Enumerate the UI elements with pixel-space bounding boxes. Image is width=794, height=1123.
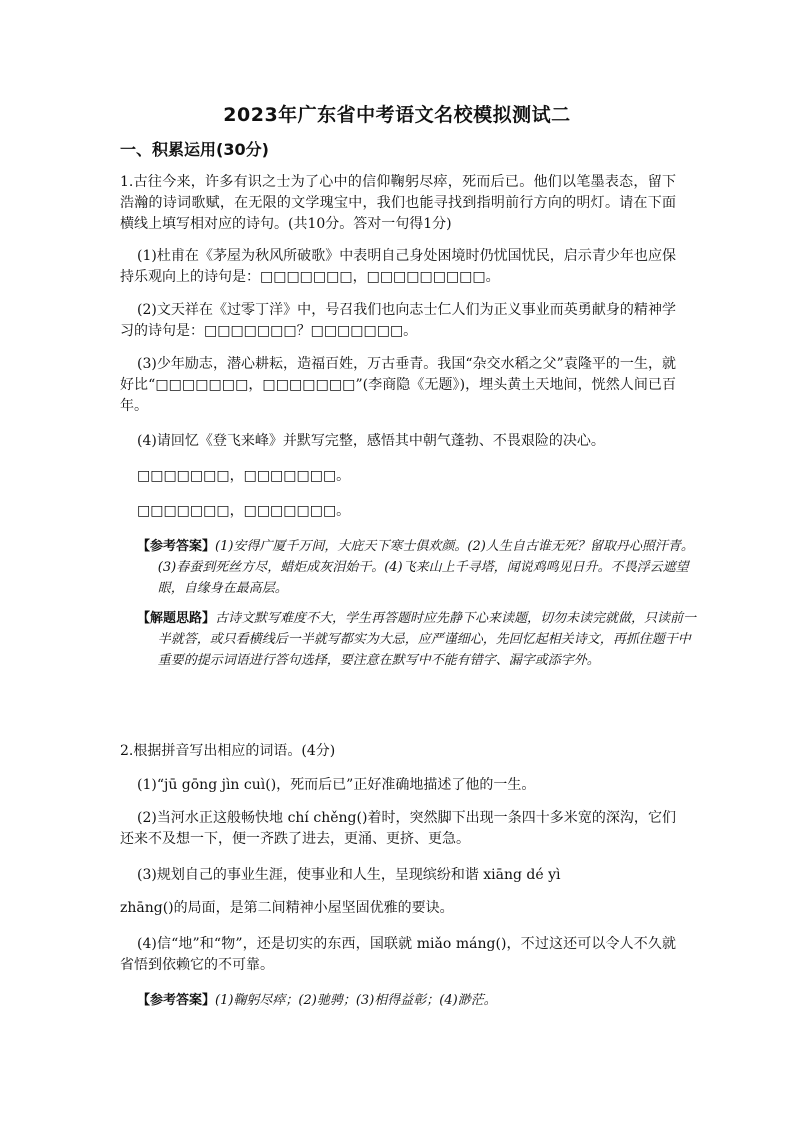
answer-block-1	[137, 536, 698, 599]
question-2-sub-4: (4)信“地”和“物”，还是切实的东西，国联就 miǎo máng()，不过这还可以令人不久就省悟到依赖它的不可靠。	[120, 936, 676, 973]
blank-line-1: □□□□□□□，□□□□□□□。	[137, 468, 351, 484]
analysis-text: 古诗文默写难度不大，学生再答题时应先静下心来读题，切勿未读完就做，只读前一半就答，或只看横线后一半就写都实为大忌，应严谨细心，先回忆起相关诗文，再抓住题干中重要的提示词语进行答句选择，要注意在默写中不能有错字、漏字或添字外。	[157, 611, 697, 668]
question-1-sub-1: (1)杜甫在《茅屋为秋风所破歌》中表明自己身处困境时仍忧国忧民，启示青少年也应保持乐观向上的诗句是：□□□□□□□，□□□□□□□□□。	[120, 248, 676, 285]
question-2-sub-2: (2)当河水正这般畅快地 chí chěng()着时，突然脚下出现一条四十多米宽的深沟，它们还来不及想一下，便一齐跌了进去，更涌、更挤、更急。	[120, 810, 676, 847]
question-1-sub-4: (4)请回忆《登飞来峰》并默写完整，感悟其中朝气蓬勃、不畏艰险的决心。	[137, 433, 605, 449]
answer-text: (1)鞠躬尽瘁；(2)驰骋；(3)相得益彰；(4)渺茫。	[215, 993, 497, 1008]
question-2-sub-3a: (3)规划自己的事业生涯，使事业和人生，呈现缤纷和谐 xiāng dé yì	[137, 867, 561, 883]
page-title: 2023年广东省中考语文名校模拟测试二	[223, 104, 571, 126]
section-heading: 一、积累运用(30分)	[120, 140, 269, 159]
answer-text: (1)安得广厦千万间，大庇天下寒士俱欢颜。(2)人生自古谁无死？留取丹心照汗青。(3)春蚕到死丝方尽，蜡炬成灰泪始干。(4)飞来山上千寻塔，闻说鸡鸣见日升。不畏浮云遮望眼，自缘身在最高层。	[157, 539, 694, 596]
question-1-sub-3: (3)少年励志，潜心耕耘，造福百姓，万古垂青。我国“杂交水稻之父”袁隆平的一生，就好比“□□□□□□□，□□□□□□□”(李商隐《无题》)，埋头黄土天地间，恍然人间已百年。	[120, 356, 676, 414]
analysis-block	[137, 608, 698, 671]
analysis-label: 【解题思路】	[137, 611, 216, 626]
question-1-stem: 1.古往今来，许多有识之士为了心中的信仰鞠躬尽瘁，死而后已。他们以笔墨表态，留下浩瀚的诗词歌赋，在无限的文学瑰宝中，我们也能寻找到指明前行方向的明灯。请在下面横线上填写相对应的诗句。(共10分。答对一句得1分)	[120, 174, 676, 232]
answer-label: 【参考答案】	[137, 539, 216, 554]
question-2-sub-1: (1)“jū gōng jìn cuì()，死而后已”正好准确地描述了他的一生。	[137, 777, 536, 793]
answer-block-2	[137, 990, 497, 1011]
question-1-sub-2: (2)文天祥在《过零丁洋》中，号召我们也向志士仁人们为正义事业而英勇献身的精神学习的诗句是：□□□□□□□？□□□□□□□。	[120, 302, 676, 339]
question-2-stem: 2.根据拼音写出相应的词语。(4分)	[120, 743, 336, 759]
blank-line-2: □□□□□□□，□□□□□□□。	[137, 503, 351, 519]
question-2-sub-3b: zhāng()的局面，是第二间精神小屋坚固优雅的要诀。	[120, 900, 454, 916]
answer-label: 【参考答案】	[137, 993, 216, 1008]
